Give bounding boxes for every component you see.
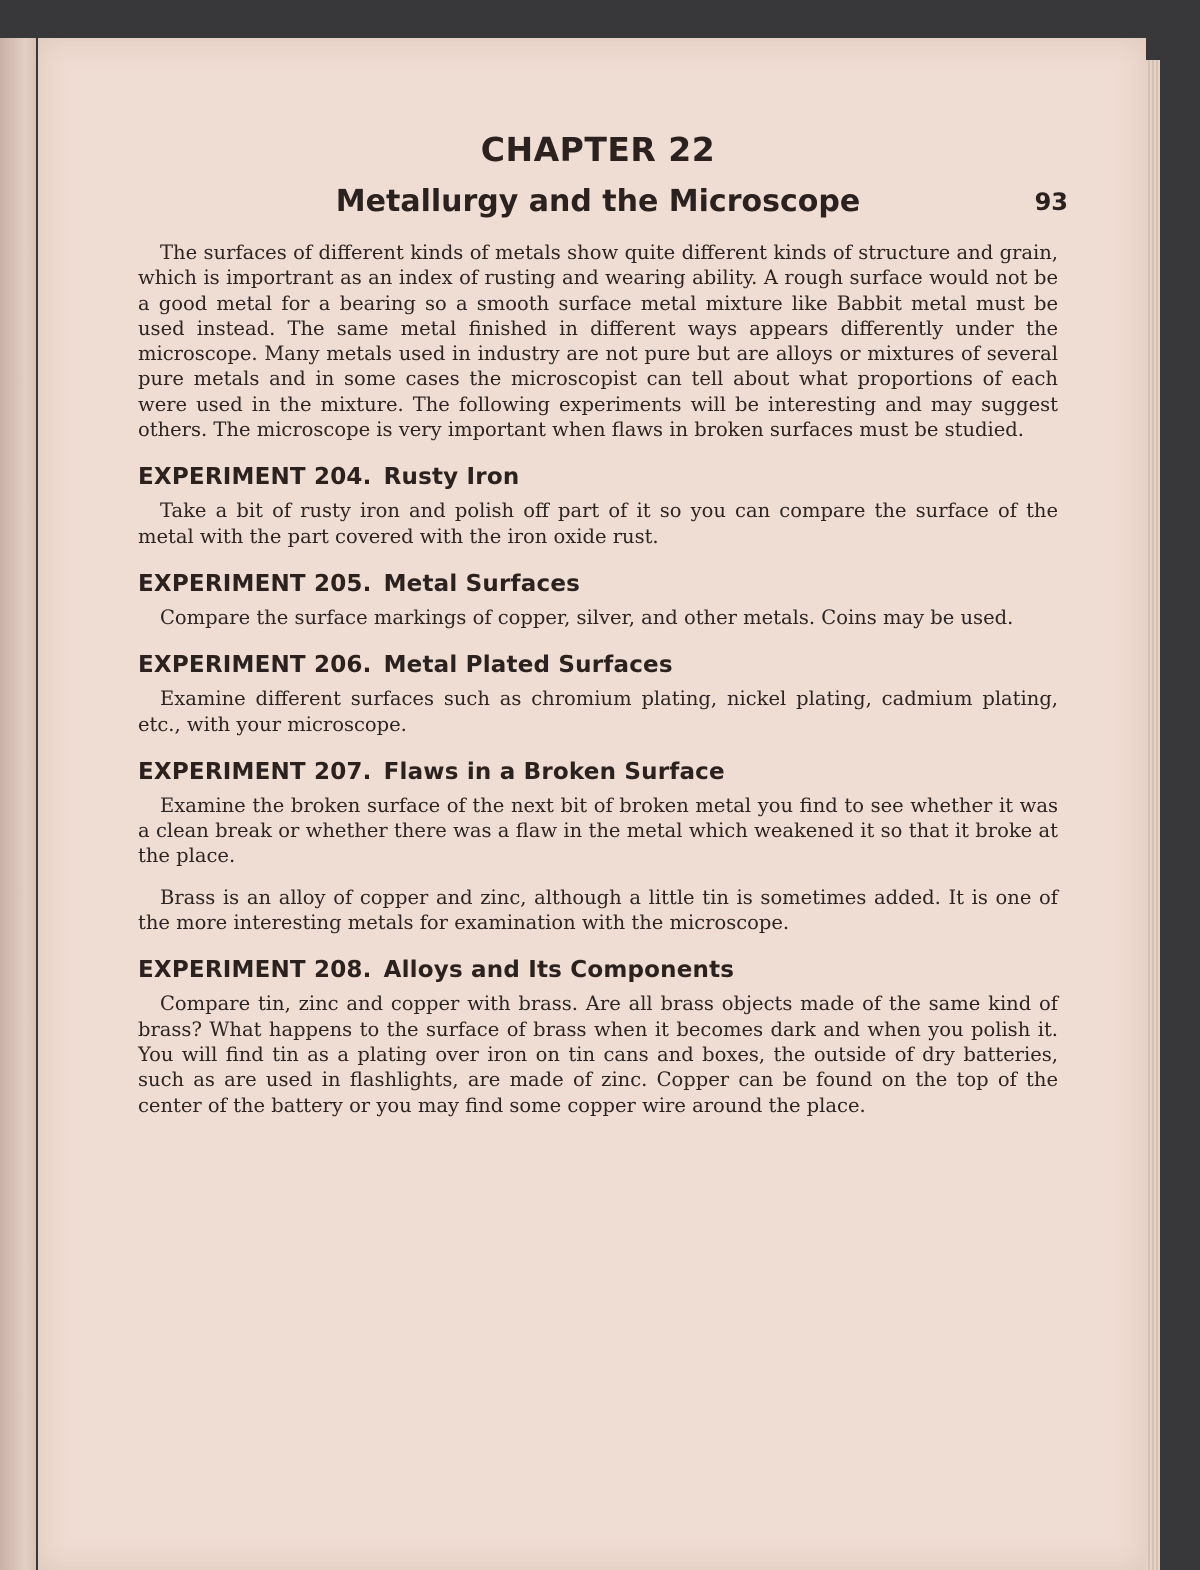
chapter-subtitle-row (138, 178, 1068, 226)
experiment-205 (138, 569, 1058, 630)
experiment-number: EXPERIMENT 204. (138, 464, 372, 491)
experiment-number: EXPERIMENT 206. (138, 652, 372, 679)
experiment-207 (138, 757, 1058, 869)
book-page (38, 38, 1146, 1570)
chapter-subtitle: Metallurgy and the Microscope (335, 184, 861, 219)
intro-paragraph: The surfaces of different kinds of metals show quite different kinds of structure and grain, which is importrant as an index of rusting and wearing ability. A rough surface would not be a good metal for a bearing so a smooth surface metal mixture like Babbit metal must be used instead. The same metal finished in different ways appears differently under the microscope. Many metals used in industry are not pure but are alloys or mixtures of several pure metals and in some cases the microscopist can tell about what proportions of each were used in the mixture. The following experiments will be interesting and may suggest others. The microscope is very important when flaws in broken surfaces must be studied. (138, 241, 1058, 442)
paragraph-gap (138, 869, 1058, 885)
page-number: 93 (1034, 188, 1068, 216)
experiment-heading (138, 462, 1058, 492)
experiment-number: EXPERIMENT 207. (138, 758, 372, 785)
experiment-208 (138, 955, 1058, 1117)
experiment-text: Take a bit of rusty iron and polish off part of it so you can compare the surface of the metal with the part covered with the iron oxide rust. (138, 499, 1058, 548)
brass-note-paragraph: Brass is an alloy of copper and zinc, although a little tin is sometimes added. It is one of the more interesting metals for examination with the microscope. (138, 885, 1058, 935)
experiment-heading (138, 955, 1058, 985)
experiment-heading (138, 757, 1058, 787)
experiment-text: Compare the surface markings of copper, silver, and other metals. Coins may be used. (160, 605, 1014, 629)
experiment-text: Compare tin, zinc and copper with brass. Are all brass objects made of the same kind of brass? What happens to the surface of brass when it becomes dark and when you polish it. You will find tin as a plating over iron on tin cans and boxes, the outside of dry batteries, such as are used in flashlights, are made of zinc. Copper can be found on the top of the center of the battery or you may find some copper wire around the place. (138, 992, 1058, 1117)
experiment-title: Rusty Iron (383, 464, 520, 491)
experiment-204 (138, 462, 1058, 549)
page-content (138, 128, 1068, 1118)
experiment-text: Examine different surfaces such as chromium plating, nickel plating, cadmium plating, etc., with your microscope. (138, 687, 1058, 736)
experiment-heading (138, 569, 1058, 599)
left-page-edge (0, 38, 36, 1570)
chapter-title: CHAPTER 22 (480, 130, 716, 169)
experiment-206 (138, 650, 1058, 737)
experiment-title: Alloys and Its Components (383, 957, 735, 984)
experiment-heading (138, 650, 1058, 680)
experiment-text: Examine the broken surface of the next bit of broken metal you find to see whether it was a clean break or whether there was a flaw in the metal which weakened it so that it broke at the place. (138, 793, 1058, 868)
experiment-title: Flaws in a Broken Surface (383, 758, 725, 785)
experiment-number: EXPERIMENT 205. (138, 570, 372, 597)
experiment-title: Metal Surfaces (383, 570, 581, 597)
experiment-number: EXPERIMENT 208. (138, 957, 372, 984)
experiment-title: Metal Plated Surfaces (383, 652, 673, 679)
